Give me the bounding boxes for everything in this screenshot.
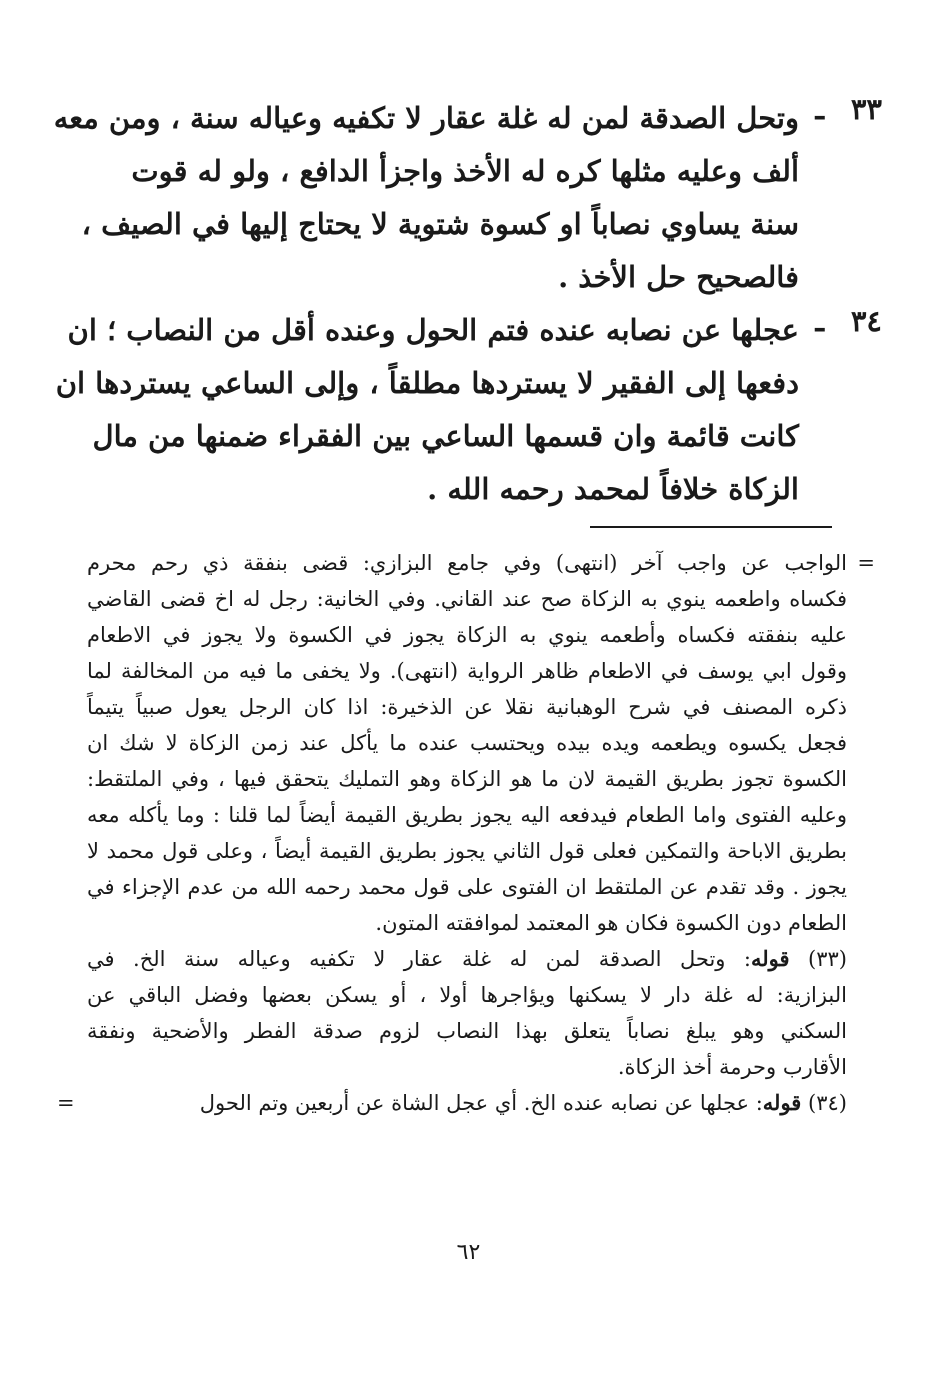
footnote-line: فجعل يكسوه ويطعمه ويده بيده ويحتسب عنده ما يأكل عند زمن الزكاة لا شك ان — [87, 731, 847, 755]
entry-line: وتحل الصدقة لمن له غلة عقار لا تكفيه وعياله سنة ، ومن معه — [53, 101, 799, 135]
entry-number: ٣٤ — [850, 304, 882, 338]
footnote-34 — [57, 1085, 847, 1121]
continuation-mark: = — [57, 1091, 75, 1115]
footnote-line: يجوز . وقد تقدم عن الملتقط ان الفتوى على قول محمد رحمه الله من عدم الإجزاء في — [87, 875, 847, 899]
entry-line: دفعها إلى الفقير لا يستردها مطلقاً ، وإلى الساعي يستردها ان — [55, 366, 799, 400]
entry-line: فالصحيح حل الأخذ . — [558, 260, 799, 294]
entry-number: ٣٣ — [850, 92, 882, 126]
footnotes — [57, 545, 875, 1121]
footnote-line: وقول ابي يوسف في الاطعام ظاهر الرواية (انتهى). ولا يخفى ما فيه من المخالفة لما — [87, 659, 847, 683]
footnote-line: السكني وهو يبلغ نصاباً يتعلق بهذا النصاب لزوم صدقة الفطر والأضحية ونفقة — [87, 1019, 847, 1043]
entry-dash: ـ — [815, 92, 824, 126]
entry-line: كانت قائمة وان قسمها الساعي بين الفقراء ضمنها من مال — [92, 419, 799, 453]
footnote-number: (٣٣) — [808, 947, 847, 971]
footnote-number: (٣٤) — [808, 1091, 847, 1115]
footnote-keyword: قوله — [762, 1090, 802, 1115]
footnote-33 — [87, 941, 847, 1085]
continuation-mark: = — [857, 551, 875, 575]
footnote-continuation — [87, 545, 875, 941]
footnote-line: الطعام دون الكسوة فكان هو المعتمد لموافقته المتون. — [375, 911, 847, 935]
footnote-text: : وتحل الصدقة لمن له غلة عقار لا تكفيه وعياله سنة الخ. في — [87, 947, 751, 971]
footnote-line: الكسوة تجوز بطريق القيمة لان ما هو الزكاة وهو التمليك يتحقق فيها ، وفي الملتقط: — [87, 767, 847, 791]
footnote-line: بطريق الاباحة والتمكين فعلى قول الثاني يجوز بطريق القيمة أيضاً ، وعلى قول محمد لا — [87, 839, 847, 863]
footnote-line: عليه بنفقته فكساه وأطعمه ينوي به الزكاة يجوز في الكسوة ولا يجوز في الاطعام — [87, 623, 847, 647]
footnote-text: : عجلها عن نصابه عنده الخ. أي عجل الشاة عن أربعين وتم الحول — [199, 1091, 763, 1115]
footnote-line: البزازية: له غلة دار لا يسكنها ويؤاجرها أولا ، أو يسكن بعضها وفضل الباقي عن — [87, 983, 847, 1007]
footnote-keyword: قوله — [751, 946, 790, 971]
footnote-line: فكساه واطعمه ينوي به الزكاة صح عند القاني. وفي الخانية: رجل له اخ قضى القاضي — [87, 587, 847, 611]
footnote-line: وعليه الفتوى واما الطعام فيدفعه اليه يجوز بطريق القيمة أيضاً لما قلنا : وما يأكله معه — [87, 803, 847, 827]
entry-line: الزكاة خلافاً لمحمد رحمه الله . — [427, 472, 799, 506]
main-entry-34 — [55, 304, 799, 516]
entry-line: عجلها عن نصابه عنده فتم الحول وعنده أقل من النصاب ؛ ان — [67, 313, 799, 347]
entry-line: ألف وعليه مثلها كره له الأخذ واجزأ الدافع ، ولو له قوت — [131, 154, 799, 188]
entry-dash: ـ — [815, 304, 824, 338]
footnote-line: الواجب عن واجب آخر (انتهى) وفي جامع البزازي: قضى بنفقة ذي رحم محرم — [87, 551, 847, 575]
footnote-line: ذكره المصنف في شرح الوهبانية نقلا عن الذخيرة: اذا كان الرجل يعول صبياً يتيماً — [87, 695, 847, 719]
footnote-line — [87, 1085, 847, 1121]
footnote-line — [87, 941, 847, 977]
main-entry-33 — [53, 92, 799, 304]
footnote-line: الأقارب وحرمة أخذ الزكاة. — [617, 1055, 847, 1079]
entry-line: سنة يساوي نصاباً او كسوة شتوية لا يحتاج إليها في الصيف ، — [81, 207, 799, 241]
footnote-divider — [590, 526, 832, 528]
page-number: ٦٢ — [456, 1240, 481, 1265]
